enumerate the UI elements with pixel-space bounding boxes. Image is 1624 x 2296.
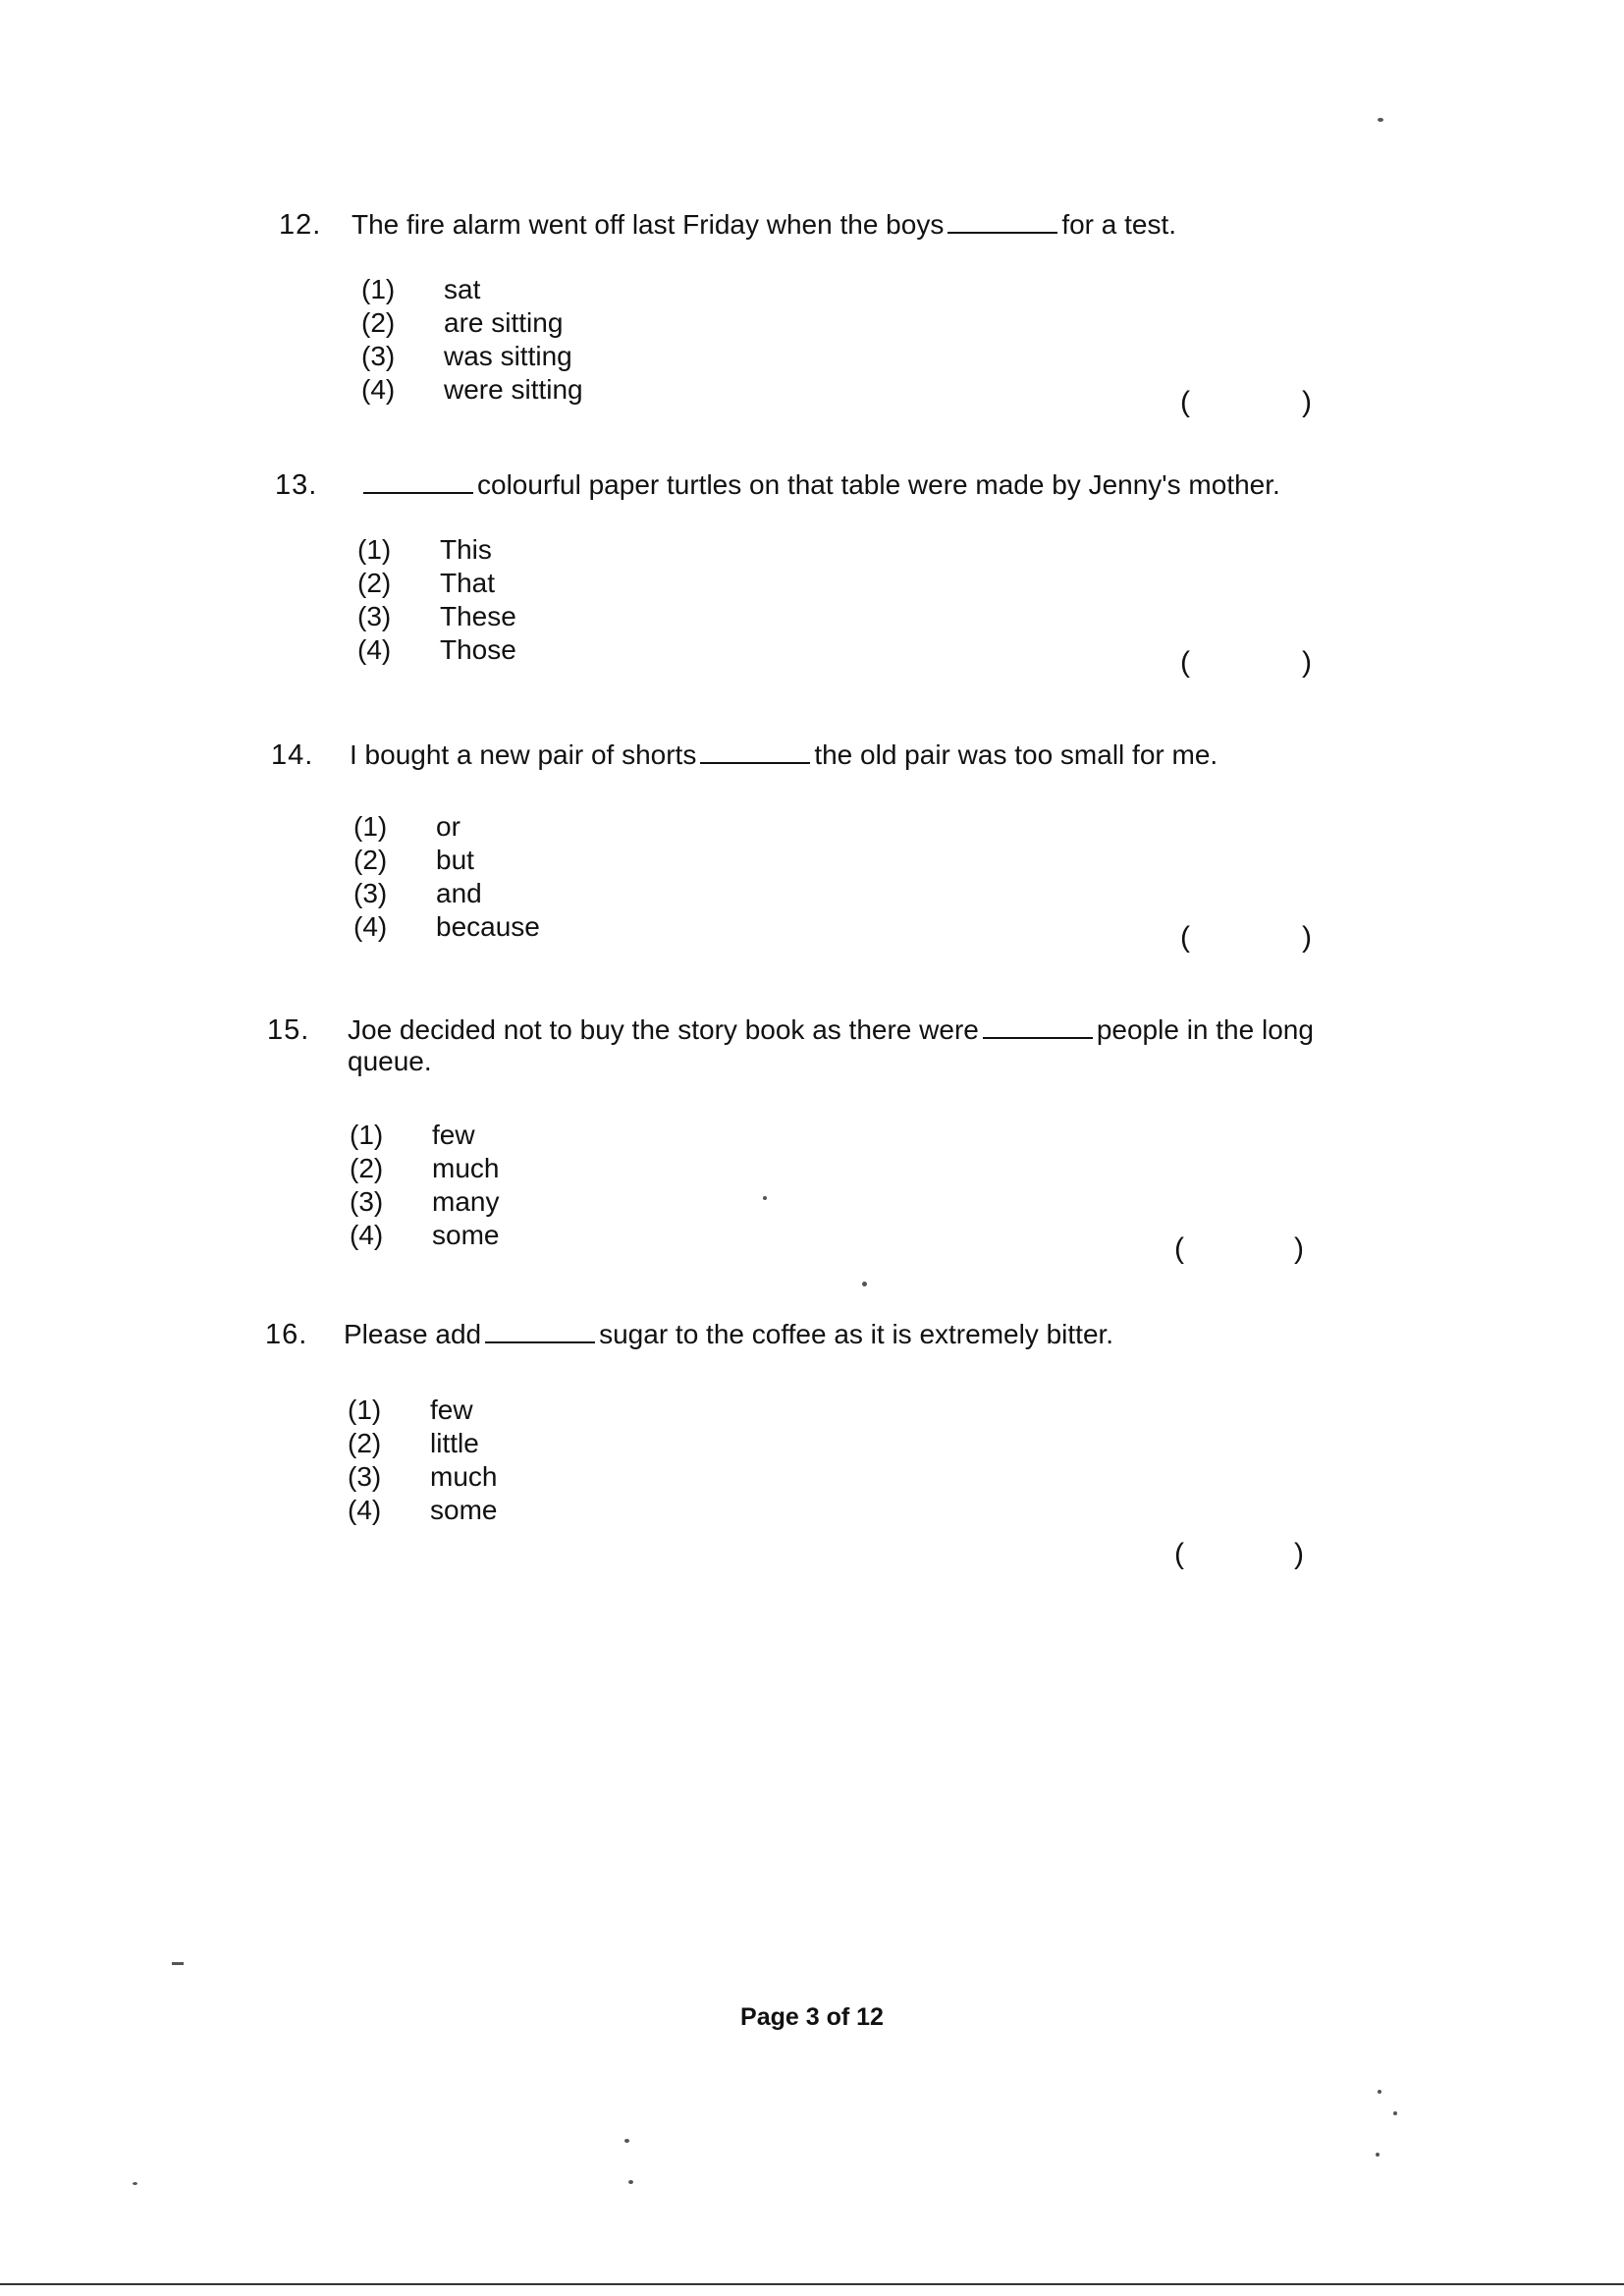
option-text: much bbox=[430, 1461, 498, 1492]
answer-bracket-close: ) bbox=[1302, 921, 1312, 954]
option-text: are sitting bbox=[444, 307, 564, 338]
option-text: but bbox=[436, 845, 474, 875]
page-number-footer: Page 3 of 12 bbox=[740, 2003, 884, 2031]
stem-text-after-blank: for a test. bbox=[1061, 209, 1177, 240]
question-number: 16. bbox=[265, 1319, 308, 1350]
option-number: (2) bbox=[353, 845, 388, 875]
scan-speck bbox=[628, 2180, 633, 2184]
stem-text-before-blank: Please add bbox=[344, 1319, 482, 1349]
option-number: (3) bbox=[361, 341, 396, 371]
scan-speck bbox=[1393, 2111, 1397, 2115]
answer-blank bbox=[700, 740, 810, 764]
answer-bracket-open: ( bbox=[1174, 1232, 1184, 1265]
option-number: (1) bbox=[361, 274, 396, 304]
scan-speck bbox=[172, 1962, 184, 1965]
option-text: or bbox=[436, 811, 460, 842]
answer-bracket-close: ) bbox=[1302, 646, 1312, 679]
option-number: (1) bbox=[353, 811, 388, 842]
option-text: many bbox=[432, 1186, 500, 1217]
option-text: few bbox=[432, 1120, 475, 1150]
stem-text-after-blank: the old pair was too small for me. bbox=[814, 739, 1218, 770]
option-text: few bbox=[430, 1394, 473, 1425]
answer-bracket-open: ( bbox=[1180, 921, 1190, 954]
option-number: (2) bbox=[350, 1153, 384, 1183]
option-number: (3) bbox=[353, 878, 388, 908]
scan-speck bbox=[624, 2139, 629, 2143]
option-text: was sitting bbox=[444, 341, 572, 371]
question-12 bbox=[279, 209, 1359, 425]
stem-text-before-blank: The fire alarm went off last Friday when the boys bbox=[352, 209, 945, 240]
option-text: and bbox=[436, 878, 482, 908]
stem-text-after-blank: colourful paper turtles on that table were made by Jenny's mother. bbox=[477, 469, 1280, 500]
question-number: 12. bbox=[279, 209, 322, 241]
option-text: These bbox=[440, 601, 516, 631]
option-text: little bbox=[430, 1428, 479, 1458]
option-text: some bbox=[432, 1220, 500, 1250]
answer-bracket-close: ) bbox=[1294, 1538, 1304, 1570]
option-text: Those bbox=[440, 634, 516, 665]
option-number: (4) bbox=[357, 634, 392, 665]
question-number: 13. bbox=[275, 469, 318, 501]
answer-bracket-close: ) bbox=[1302, 386, 1312, 418]
answer-blank bbox=[983, 1015, 1093, 1039]
scan-edge-line bbox=[0, 2283, 1624, 2285]
option-text: because bbox=[436, 911, 540, 942]
stem-text-before-blank: Joe decided not to buy the story book as there were bbox=[348, 1014, 979, 1045]
option-text: sat bbox=[444, 274, 481, 304]
option-number: (2) bbox=[361, 307, 396, 338]
option-number: (1) bbox=[357, 534, 392, 565]
stem-text-after-blank: people in the long queue. bbox=[348, 1014, 1314, 1076]
question-stem bbox=[348, 1014, 1339, 1077]
question-number: 15. bbox=[267, 1014, 310, 1046]
question-stem bbox=[350, 739, 1218, 771]
option-text: much bbox=[432, 1153, 500, 1183]
option-number: (3) bbox=[348, 1461, 382, 1492]
option-text: This bbox=[440, 534, 492, 565]
option-number: (3) bbox=[350, 1186, 384, 1217]
answer-blank bbox=[485, 1320, 595, 1343]
question-stem bbox=[352, 209, 1176, 241]
question-16 bbox=[265, 1319, 1345, 1584]
question-14 bbox=[271, 739, 1351, 965]
option-text: were sitting bbox=[444, 374, 583, 405]
question-15 bbox=[267, 1014, 1367, 1270]
scan-speck bbox=[1376, 2153, 1380, 2157]
option-number: (1) bbox=[350, 1120, 384, 1150]
scan-speck bbox=[862, 1282, 867, 1286]
option-number: (2) bbox=[348, 1428, 382, 1458]
stem-text-before-blank: I bought a new pair of shorts bbox=[350, 739, 697, 770]
answer-bracket-open: ( bbox=[1174, 1538, 1184, 1570]
option-text: That bbox=[440, 568, 496, 598]
scan-speck bbox=[763, 1196, 767, 1200]
option-text: some bbox=[430, 1495, 498, 1525]
option-number: (4) bbox=[353, 911, 388, 942]
option-number: (1) bbox=[348, 1394, 382, 1425]
option-number: (4) bbox=[361, 374, 396, 405]
option-number: (3) bbox=[357, 601, 392, 631]
question-13 bbox=[275, 469, 1355, 685]
scan-speck bbox=[1378, 118, 1383, 122]
scan-speck bbox=[133, 2182, 137, 2185]
scan-speck bbox=[1378, 2090, 1381, 2094]
option-number: (4) bbox=[350, 1220, 384, 1250]
question-stem bbox=[359, 469, 1280, 501]
answer-bracket-close: ) bbox=[1294, 1232, 1304, 1265]
question-number: 14. bbox=[271, 739, 314, 771]
option-number: (2) bbox=[357, 568, 392, 598]
answer-blank bbox=[947, 210, 1057, 234]
question-stem bbox=[344, 1319, 1113, 1350]
option-number: (4) bbox=[348, 1495, 382, 1525]
answer-blank bbox=[363, 470, 473, 494]
answer-bracket-open: ( bbox=[1180, 646, 1190, 679]
stem-text-after-blank: sugar to the coffee as it is extremely bitter. bbox=[599, 1319, 1114, 1349]
answer-bracket-open: ( bbox=[1180, 386, 1190, 418]
